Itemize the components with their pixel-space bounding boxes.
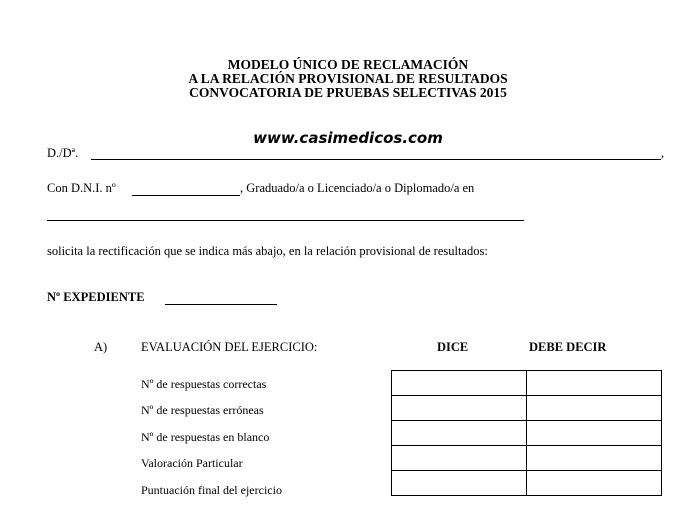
- degree-label: , Graduado/a o Licenciado/a o Diplomado/a en: [240, 181, 475, 195]
- row-label-erroneas: Nº de respuestas erróneas: [141, 403, 264, 417]
- title-line-3: CONVOCATORIA DE PRUEBAS SELECTIVAS 2015: [189, 85, 507, 100]
- debe-decir-cell-puntuacion[interactable]: [527, 471, 662, 496]
- section-heading: EVALUACIÓN DEL EJERCICIO:: [141, 340, 318, 354]
- debe-decir-cell-correctas[interactable]: [527, 371, 662, 396]
- dice-cell-valoracion[interactable]: [392, 446, 527, 471]
- title-line-1: MODELO ÚNICO DE RECLAMACIÓN: [227, 57, 469, 72]
- dice-cell-erroneas[interactable]: [392, 396, 527, 421]
- column-header-debe-decir: DEBE DECIR: [529, 340, 607, 354]
- table-row: [392, 446, 662, 471]
- row-label-puntuacion: Puntuación final del ejercicio: [141, 483, 282, 497]
- debe-decir-cell-erroneas[interactable]: [527, 396, 662, 421]
- table-row: [392, 471, 662, 496]
- title-line-2: A LA RELACIÓN PROVISIONAL DE RESULTADOS: [188, 71, 508, 86]
- name-field-label: D./Dª.: [47, 146, 79, 160]
- document-title: [0, 58, 696, 100]
- debe-decir-cell-blanco[interactable]: [527, 421, 662, 446]
- watermark-url: www.casimedicos.com: [253, 129, 443, 147]
- row-label-blanco: Nº de respuestas en blanco: [141, 430, 270, 444]
- expediente-field[interactable]: [165, 290, 277, 305]
- section-letter: A): [94, 340, 108, 354]
- request-text: solicita la rectificación que se indica más abajo, en la relación provisional de resultados:: [47, 244, 488, 258]
- row-label-correctas: Nº de respuestas correctas: [141, 377, 267, 391]
- degree-field[interactable]: [47, 210, 524, 221]
- dni-label: Con D.N.I. nº: [47, 181, 116, 195]
- evaluation-grid: [391, 370, 662, 496]
- dice-cell-correctas[interactable]: [392, 371, 527, 396]
- name-field[interactable]: [91, 145, 661, 160]
- dni-field[interactable]: [132, 181, 240, 196]
- row-label-valoracion: Valoración Particular: [141, 456, 243, 470]
- table-row: [392, 371, 662, 396]
- expediente-label: Nº EXPEDIENTE: [47, 290, 145, 304]
- debe-decir-cell-valoracion[interactable]: [527, 446, 662, 471]
- table-row: [392, 421, 662, 446]
- dice-cell-puntuacion[interactable]: [392, 471, 527, 496]
- table-row: [392, 396, 662, 421]
- column-header-dice: DICE: [437, 340, 469, 354]
- dice-cell-blanco[interactable]: [392, 421, 527, 446]
- name-field-suffix: ,: [661, 146, 665, 160]
